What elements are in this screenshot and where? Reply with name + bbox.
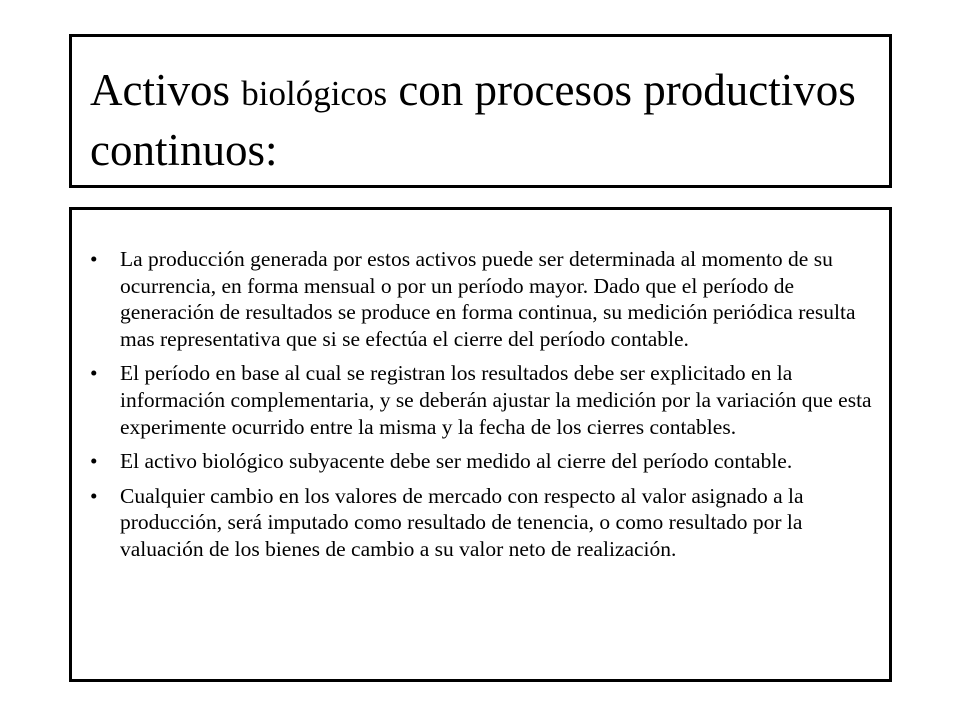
bullet-list (90, 246, 879, 571)
title-part-1: Activos (90, 65, 242, 115)
title-box (69, 34, 892, 188)
bullet-item: • El activo biológico subyacente debe ser medido al cierre del período contable. (90, 448, 879, 475)
bullet-item: • Cualquier cambio en los valores de mercado con respecto al valor asignado a la producción, será imputado como resultado de tenencia, o como resultado por la valuación de los bienes de cambio a su valor neto de realización. (90, 483, 879, 563)
bullet-item: • El período en base al cual se registran los resultados debe ser explicitado en la información complementaria, y se deberán ajustar la medición por la variación que esta experimente ocurrido entre la misma y la fecha de los cierres contables. (90, 360, 879, 440)
title-part-3: con procesos productivos continuos: (90, 65, 856, 175)
bullet-item: • La producción generada por estos activos puede ser determinada al momento de su ocurrencia, en forma mensual o por un período mayor. Dado que el período de generación de resultados se produce en forma continua, su medición periódica resulta mas representativa que si se efectúa el cierre del período contable. (90, 246, 879, 352)
title-part-2: biológicos (241, 74, 388, 113)
slide-title (90, 62, 879, 178)
content-box (69, 207, 892, 682)
